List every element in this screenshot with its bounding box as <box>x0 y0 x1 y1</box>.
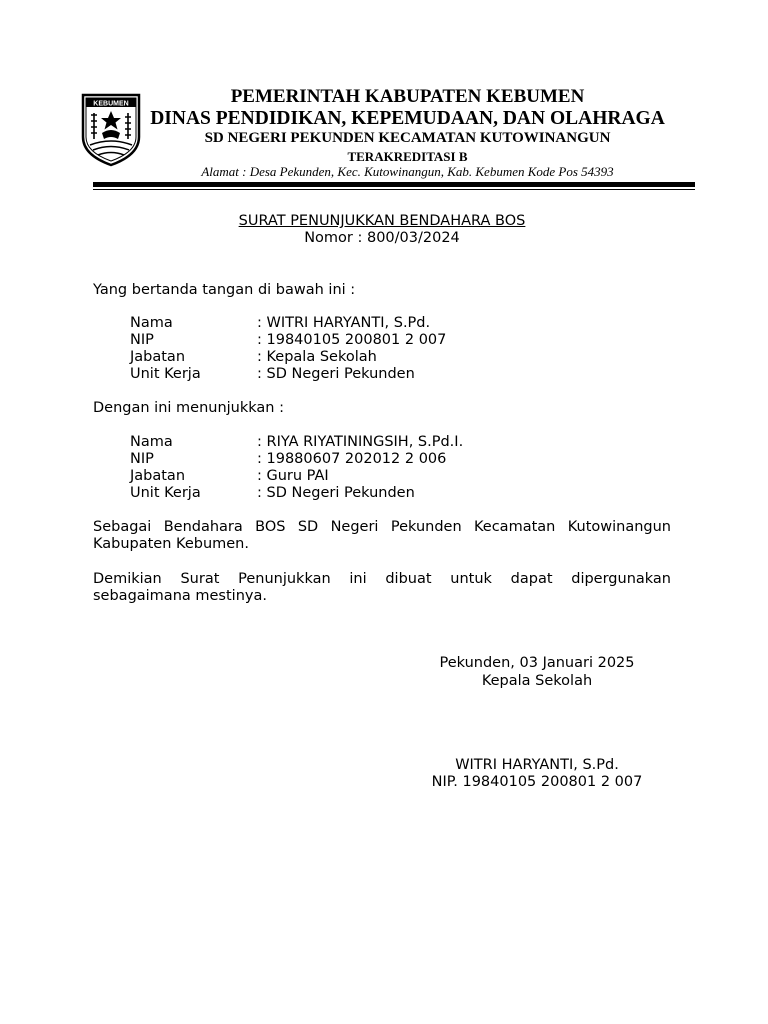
appointee-name-row <box>130 434 463 451</box>
letterhead-address: Alamat : Desa Pekunden, Kec. Kutowinangun, Kab. Kebumen Kode Pos 54393 <box>201 164 614 179</box>
letterhead-agency: DINAS PENDIDIKAN, KEPEMUDAAN, DAN OLAHRAGA <box>150 108 665 129</box>
letterhead-accreditation: TERAKREDITASI B <box>347 149 468 164</box>
field-label: Jabatan <box>130 468 186 484</box>
letterhead-government: PEMERINTAH KABUPATEN KEBUMEN <box>230 86 585 107</box>
signer-nip-row <box>130 332 446 349</box>
signer-position-row <box>130 349 377 366</box>
field-value: : 19840105 200801 2 007 <box>257 332 447 348</box>
field-label: Unit Kerja <box>130 366 201 382</box>
field-label: NIP <box>130 451 154 467</box>
letter-title: SURAT PENUNJUKKAN BENDAHARA BOS <box>238 213 526 229</box>
signer-unit-row <box>130 366 415 383</box>
field-value: : Guru PAI <box>257 468 329 484</box>
signature-name: WITRI HARYANTI, S.Pd. <box>455 757 619 773</box>
kebumen-logo <box>80 93 142 167</box>
signer-name-row <box>130 315 430 332</box>
field-value: : RIYA RIYATININGSIH, S.Pd.I. <box>257 434 464 450</box>
field-label: Nama <box>130 434 173 450</box>
appointee-unit-row <box>130 485 415 502</box>
signature-nip: NIP. 19840105 200801 2 007 <box>431 774 643 790</box>
field-label: Nama <box>130 315 173 331</box>
role-paragraph: Sebagai Bendahara BOS SD Negeri Pekunden Kecamatan Kutowinangun Kabupaten Kebumen. <box>93 519 671 552</box>
svg-text:KEBUMEN: KEBUMEN <box>93 100 129 108</box>
field-label: NIP <box>130 332 154 348</box>
closing-paragraph: Demikian Surat Penunjukkan ini dibuat untuk dapat dipergunakan sebagaimana mestinya. <box>93 571 671 604</box>
letterhead-divider-thin <box>93 189 695 190</box>
field-value: : SD Negeri Pekunden <box>257 366 415 382</box>
letterhead-school: SD NEGERI PEKUNDEN KECAMATAN KUTOWINANGUN <box>204 130 611 146</box>
field-label: Unit Kerja <box>130 485 201 501</box>
letterhead-divider-thick <box>93 182 695 187</box>
signature-position: Kepala Sekolah <box>481 673 593 689</box>
field-value: : Kepala Sekolah <box>257 349 377 365</box>
field-value: : 19880607 202012 2 006 <box>257 451 447 467</box>
field-value: : SD Negeri Pekunden <box>257 485 415 501</box>
letter-number: Nomor : 800/03/2024 <box>304 230 460 246</box>
appoint-intro-text: Dengan ini menunjukkan : <box>93 400 284 416</box>
appointee-position-row <box>130 468 329 485</box>
field-value: : WITRI HARYANTI, S.Pd. <box>257 315 431 331</box>
field-label: Jabatan <box>130 349 186 365</box>
intro-text: Yang bertanda tangan di bawah ini : <box>93 282 356 298</box>
appointee-nip-row <box>130 451 446 468</box>
signature-place-date: Pekunden, 03 Januari 2025 <box>439 655 635 671</box>
